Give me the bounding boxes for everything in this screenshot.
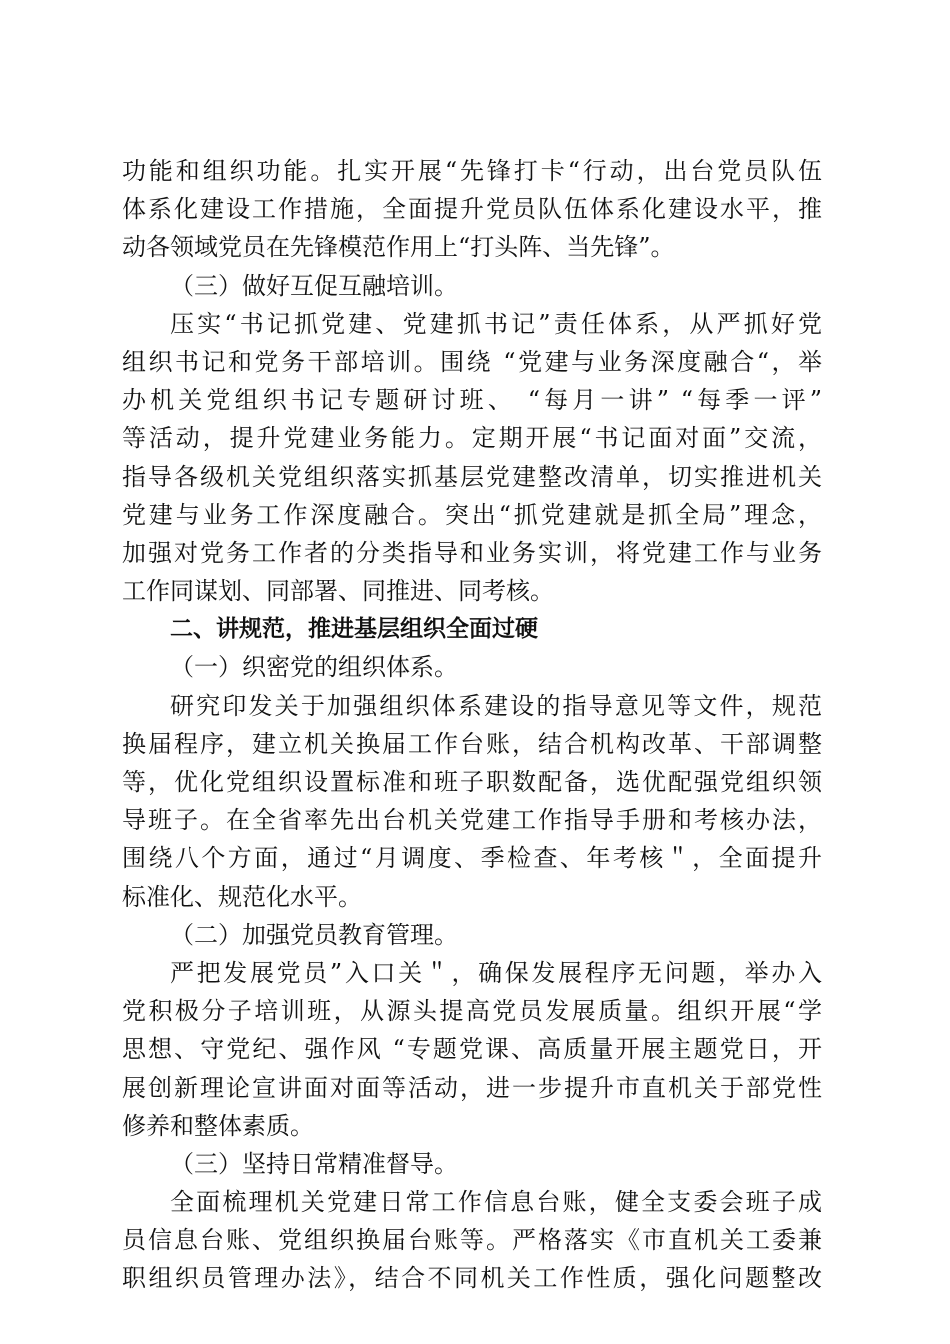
- text-line: 职组织员管理办法》，结合不同机关工作性质，强化问题整改: [122, 1264, 822, 1293]
- subheading-organization-system: （一）织密党的组织体系。: [170, 653, 458, 682]
- paragraph-supervision: [122, 1183, 822, 1298]
- text-line: 党积极分子培训班，从源头提高党员发展质量。组织开展“学: [122, 997, 822, 1026]
- text-line: 换届程序，建立机关换届工作台账，结合机构改革、干部调整: [122, 729, 822, 758]
- text-line: 等活动，提升党建业务能力。定期开展“书记面对面”交流，: [122, 424, 822, 453]
- text-line: 动各领域党员在先锋模范作用上“打头阵、当先锋”。: [122, 233, 675, 262]
- document-body: [122, 152, 822, 1298]
- text-line: 功能和组织功能。扎实开展“先锋打卡“行动，出台党员队伍: [122, 157, 822, 185]
- text-line: 体系化建设工作措施，全面提升党员队伍体系化建设水平，推: [122, 195, 822, 224]
- text-line: 指导各级机关党组织落实抓基层党建整改清单，切实推进机关: [122, 462, 822, 491]
- text-line: 工作同谋划、同部署、同推进、同考核。: [122, 577, 554, 606]
- paragraph-organization: [122, 687, 822, 916]
- text-line: 党建与业务工作深度融合。突出“抓党建就是抓全局”理念，: [122, 500, 822, 529]
- text-line: 标准化、规范化水平。: [122, 882, 362, 911]
- subheading-member-education: （二）加强党员教育管理。: [170, 920, 458, 949]
- text-line: 等，优化党组织设置标准和班子职数配备，选优配强党组织领: [122, 768, 822, 796]
- paragraph-education: [122, 954, 822, 1145]
- text-line: 导班子。在全省率先出台机关党建工作指导手册和考核办法，: [122, 806, 822, 835]
- text-line: 思想、守党纪、强作风 “专题党课、高质量开展主题党日，开: [122, 1035, 822, 1064]
- section-heading-standards: 二、讲规范，推进基层组织全面过硬: [170, 616, 538, 643]
- text-line: 加强对党务工作者的分类指导和业务实训，将党建工作与业务: [122, 538, 822, 567]
- text-line: 修养和整体素质。: [122, 1111, 314, 1140]
- text-line: 压实“书记抓党建、党建抓书记”责任体系，从严抓好党: [170, 309, 822, 338]
- text-line: 员信息台账、党组织换届台账等。严格落实《市直机关工委兼: [122, 1226, 822, 1255]
- paragraph-pioneer: [122, 152, 822, 267]
- text-line: 围绕八个方面，通过“月调度、季检查、年考核＂，全面提升: [122, 844, 822, 873]
- text-line: 全面梳理机关党建日常工作信息台账，健全支委会班子成: [170, 1188, 822, 1217]
- text-line: 办机关党组织书记专题研讨班、 “每月一讲” “每季一评”: [122, 386, 822, 415]
- text-line: 组织书记和党务干部培训。围绕 “党建与业务深度融合“，举: [122, 347, 822, 376]
- text-line: 研究印发关于加强组织体系建设的指导意见等文件，规范: [170, 691, 822, 720]
- subheading-mutual-training: （三）做好互促互融培训。: [170, 271, 458, 300]
- paragraph-training: [122, 305, 822, 611]
- text-line: 严把发展党员”入口关＂，确保发展程序无问题，举办入: [170, 958, 822, 987]
- text-line: 展创新理论宣讲面对面等活动，进一步提升市直机关于部党性: [122, 1073, 822, 1102]
- subheading-supervision: （三）坚持日常精准督导。: [170, 1149, 458, 1178]
